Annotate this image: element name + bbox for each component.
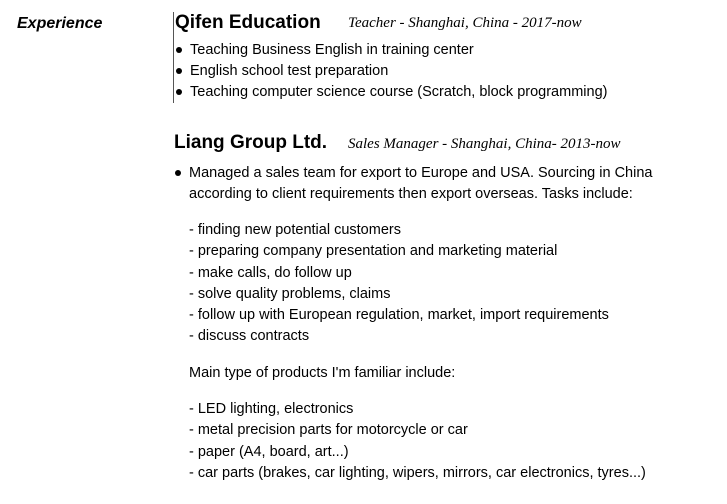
product-item: - car parts (brakes, car lighting, wipers, mirrors, car electronics, tyres...) xyxy=(189,464,646,481)
company-name: Qifen Education xyxy=(175,12,321,33)
list-item: English school test preparation xyxy=(175,61,607,82)
products-intro: Main type of products I'm familiar include: xyxy=(189,364,456,381)
task-item: - follow up with European regulation, market, import requirements xyxy=(189,307,609,324)
job-entry-qifen xyxy=(173,12,607,103)
product-item: - paper (A4, board, art...) xyxy=(189,443,349,460)
bullet-icon xyxy=(176,89,182,95)
list-item: Teaching Business English in training center xyxy=(175,40,607,61)
responsibilities-list xyxy=(174,163,652,205)
product-item: - metal precision parts for motorcycle or car xyxy=(189,422,468,439)
task-item: - solve quality problems, claims xyxy=(189,285,391,302)
job-entry-liang xyxy=(174,132,652,484)
responsibilities-list xyxy=(175,40,607,103)
bullet-icon xyxy=(176,47,182,53)
section-title: Experience xyxy=(17,15,103,32)
task-item: - discuss contracts xyxy=(189,328,310,345)
task-item: - make calls, do follow up xyxy=(189,264,352,281)
company-name: Liang Group Ltd. xyxy=(174,132,328,153)
list-item: Teaching computer science course (Scratch, block programming) xyxy=(175,82,607,103)
product-item: - LED lighting, electronics xyxy=(189,401,354,418)
tasks-list xyxy=(174,220,652,348)
bullet-icon xyxy=(176,68,182,74)
products-list xyxy=(174,399,652,484)
bullet-icon xyxy=(175,170,181,176)
job-role: Sales Manager - Shanghai, China- 2013-now xyxy=(348,136,621,152)
job-role: Teacher - Shanghai, China - 2017-now xyxy=(348,15,582,31)
task-item: - finding new potential customers xyxy=(189,222,401,238)
task-item: - preparing company presentation and marketing material xyxy=(189,243,558,260)
list-item: Managed a sales team for export to Europe and USA. Sourcing in China according to client requirements then export overseas. Tasks include: xyxy=(174,163,652,205)
